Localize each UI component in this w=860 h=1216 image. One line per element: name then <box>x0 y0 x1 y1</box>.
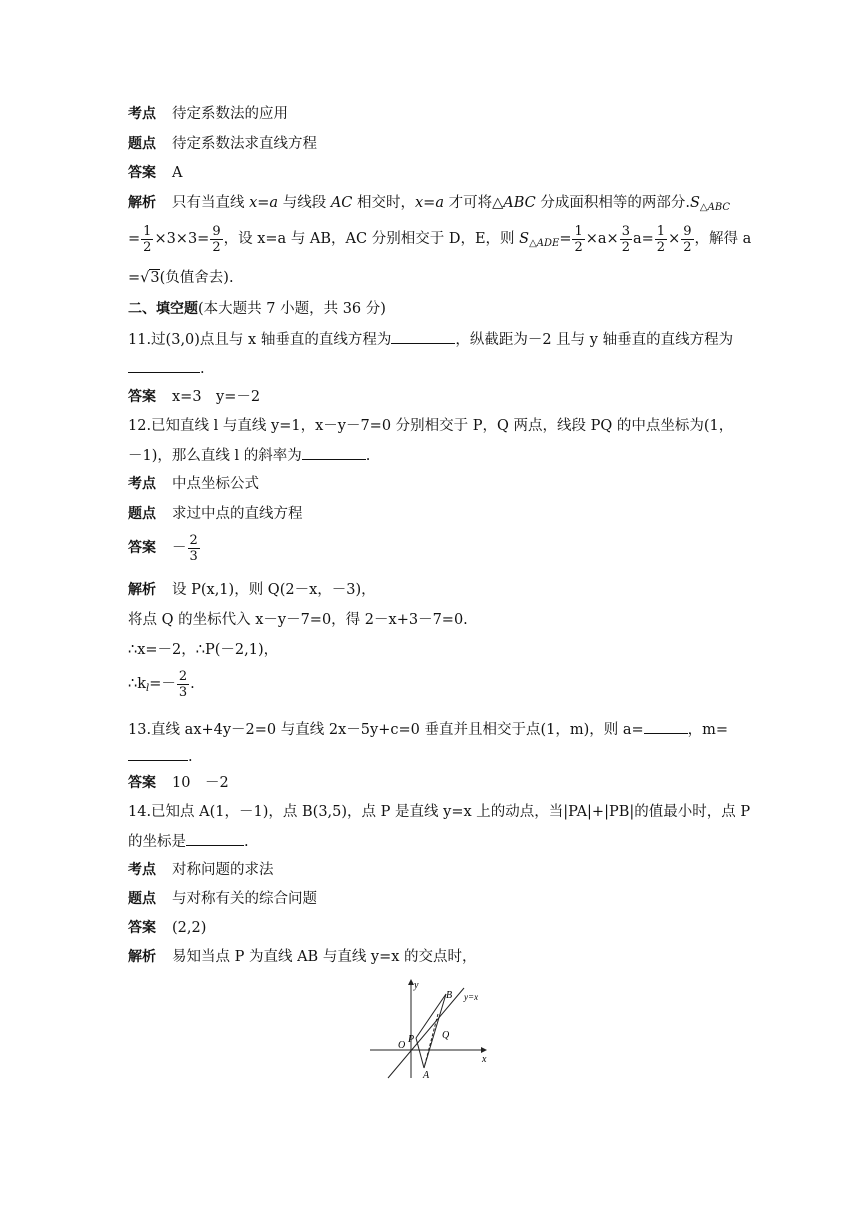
section-note: (本大题共 7 小题，共 36 分) <box>198 301 386 317</box>
label-b: B <box>446 990 453 1001</box>
daan-label: 答案 <box>128 775 156 791</box>
solution-text: 设 P(x,1)，则 Q(2－x，－3)， <box>172 582 376 598</box>
q12-jiexi-line4 <box>128 666 195 707</box>
denominator: 2 <box>683 239 692 255</box>
fraction <box>210 224 222 255</box>
numerator: 2 <box>189 532 198 548</box>
q12-answer-row <box>128 530 201 566</box>
question-text: . <box>200 361 205 377</box>
q10-answer-row <box>128 163 182 183</box>
q13-line2 <box>128 746 193 767</box>
numerator: 1 <box>143 223 152 239</box>
sqrt-radicand: 3 <box>150 270 160 286</box>
dashed-qa <box>424 1014 438 1068</box>
denominator: 2 <box>143 239 152 255</box>
subscript: l <box>146 683 150 694</box>
q14-jiexi: 易知当点 P 为直线 AB 与直线 y=x 的交点时， <box>172 949 477 965</box>
q11-line2 <box>128 358 205 379</box>
fraction <box>177 669 189 700</box>
q10-jiexi-line1 <box>128 193 730 218</box>
label-y: y <box>414 980 419 991</box>
answer-blank <box>644 719 688 734</box>
text: 只有当直线 <box>172 195 245 211</box>
answer-sign: － <box>172 540 187 556</box>
question-text: 14.已知点 A(1，－1)，点 B(3,5)，点 P 是直线 y=x 上的动点，当|PA|+|PB|的值最小时，点 P <box>128 804 751 820</box>
q14-answer: (2,2) <box>172 920 207 936</box>
q13-line1 <box>128 719 728 740</box>
q12-kaodian: 中点坐标公式 <box>172 476 259 492</box>
text: 才可将△ <box>448 195 504 211</box>
numerator: 1 <box>574 223 583 239</box>
q14-kaodian: 对称问题的求法 <box>172 862 274 878</box>
daan-label: 答案 <box>128 920 156 936</box>
daan-label: 答案 <box>128 540 156 556</box>
q10-tidian-row <box>128 134 317 154</box>
label-x: x <box>482 1054 487 1065</box>
question-text: 11.过(3,0)点且与 x 轴垂直的直线方程为 <box>128 332 392 348</box>
denominator: 3 <box>178 684 188 700</box>
daan-label: 答案 <box>128 389 156 405</box>
label-a: A <box>423 1070 430 1080</box>
text: a= <box>633 231 654 247</box>
answer-blank <box>186 831 244 846</box>
q12-line2 <box>128 445 370 466</box>
q14-tidian: 与对称有关的综合问题 <box>172 891 317 907</box>
solution-text: =－ <box>149 676 176 692</box>
answer-blank <box>128 746 188 761</box>
q12-jiexi-line3 <box>128 640 278 660</box>
subscript: △ADE <box>529 238 560 249</box>
coordinate-figure <box>366 976 496 1080</box>
solution-text: ∴k <box>128 676 147 692</box>
question-text: 的坐标是 <box>128 834 186 850</box>
fraction <box>620 224 632 255</box>
text: × <box>668 231 681 247</box>
label-o: O <box>398 1040 406 1051</box>
math: AC <box>330 195 353 211</box>
answer-fraction <box>188 533 200 564</box>
q12-tidian: 求过中点的直线方程 <box>172 506 303 522</box>
fraction <box>141 224 153 255</box>
text: ，解得 a <box>694 231 752 247</box>
daan-label: 答案 <box>128 165 156 181</box>
text: ×3×3= <box>154 231 210 247</box>
q12-line1 <box>128 416 733 436</box>
solution-text: ∴x=－2，∴P(－2,1)， <box>128 642 279 658</box>
text: 分成面积相等的两部分. <box>540 195 690 211</box>
q14-line1 <box>128 802 750 822</box>
fraction <box>655 224 667 255</box>
text: (负值舍去). <box>159 270 234 286</box>
text: 相交时， <box>357 195 415 211</box>
q12-tidian-row <box>128 504 303 524</box>
q14-answer-row <box>128 918 206 938</box>
q14-tidian-row <box>128 889 317 909</box>
math: x=a <box>415 195 444 211</box>
text: ，设 x=a 与 AB，AC 分别相交于 D，E，则 <box>223 231 520 247</box>
tidian-label: 题点 <box>128 136 156 152</box>
numerator: 9 <box>683 223 692 239</box>
answer-blank <box>391 329 455 344</box>
denominator: 2 <box>574 239 583 255</box>
kaodian-label: 考点 <box>128 476 156 492</box>
solution-text: 将点 Q 的坐标代入 x－y－7=0，得 2－x+3－7=0. <box>128 612 468 628</box>
math: S <box>519 231 530 247</box>
q12-kaodian-row <box>128 474 259 494</box>
denominator: 2 <box>212 239 221 255</box>
section-heading <box>128 299 386 319</box>
label-p: P <box>408 1034 415 1045</box>
line-y-equals-x <box>388 988 464 1078</box>
subscript: △ABC <box>699 202 731 213</box>
kaodian-label: 考点 <box>128 106 156 122</box>
q10-kaodian: 待定系数法的应用 <box>172 106 288 122</box>
numerator: 2 <box>178 668 188 684</box>
question-text: ，m= <box>687 722 729 738</box>
tidian-label: 题点 <box>128 891 156 907</box>
denominator: 3 <box>189 548 198 564</box>
q14-kaodian-row <box>128 860 274 880</box>
tidian-label: 题点 <box>128 506 156 522</box>
segment-pa <box>416 1038 424 1068</box>
q11-answer: x=3 y=－2 <box>172 389 261 405</box>
q13-answer-row <box>128 773 229 793</box>
q14-line2 <box>128 831 249 852</box>
q10-tidian: 待定系数法求直线方程 <box>172 136 317 152</box>
q13-answer: 10 －2 <box>172 775 229 791</box>
numerator: 9 <box>212 223 221 239</box>
section-title: 二、填空题 <box>128 301 198 317</box>
q10-jiexi-line2 <box>128 222 751 261</box>
question-text: . <box>365 448 371 464</box>
text: = <box>128 231 141 247</box>
solution-text: . <box>190 676 195 692</box>
answer-blank <box>128 358 200 373</box>
math: S <box>689 195 700 211</box>
label-q: Q <box>442 1030 450 1041</box>
math: x=a <box>249 195 279 211</box>
question-text: . <box>188 749 193 765</box>
q14-jiexi-row <box>128 947 477 967</box>
question-text: －1)，那么直线 l 的斜率为 <box>128 448 302 464</box>
answer-blank <box>302 445 366 460</box>
jiexi-label: 解析 <box>128 582 156 598</box>
q10-jiexi-line3: =√3(负值舍去). <box>128 270 234 286</box>
text: = <box>128 270 141 286</box>
q10-answer: A <box>172 165 183 181</box>
jiexi-label: 解析 <box>128 195 156 211</box>
numerator: 1 <box>656 223 666 239</box>
denominator: 2 <box>656 239 666 255</box>
jiexi-label: 解析 <box>128 949 156 965</box>
text: ×a× <box>585 231 619 247</box>
math: ABC <box>503 195 536 211</box>
question-text: 12.已知直线 l 与直线 y=1，x－y－7=0 分别相交于 P，Q 两点，线段 PQ 的中点坐标为(1， <box>128 418 734 434</box>
q12-jiexi-line2 <box>128 610 468 630</box>
fraction <box>572 224 584 255</box>
kaodian-label: 考点 <box>128 862 156 878</box>
q11-answer-row <box>128 387 260 407</box>
text: = <box>559 231 572 247</box>
question-text: 13.直线 ax+4y－2=0 与直线 2x－5y+c=0 垂直并且相交于点(1，m)，则 a= <box>128 722 644 738</box>
q11-line1 <box>128 329 733 350</box>
q10-kaodian-row <box>128 104 288 124</box>
text: 与线段 <box>282 195 327 211</box>
question-text: . <box>244 834 249 850</box>
question-text: ，纵截距为－2 且与 y 轴垂直的直线方程为 <box>455 332 734 348</box>
numerator: 3 <box>621 223 630 239</box>
label-y-equals-x: y=x <box>464 992 479 1002</box>
q12-jiexi-line1 <box>128 580 376 600</box>
denominator: 2 <box>621 239 630 255</box>
fraction <box>681 224 693 255</box>
